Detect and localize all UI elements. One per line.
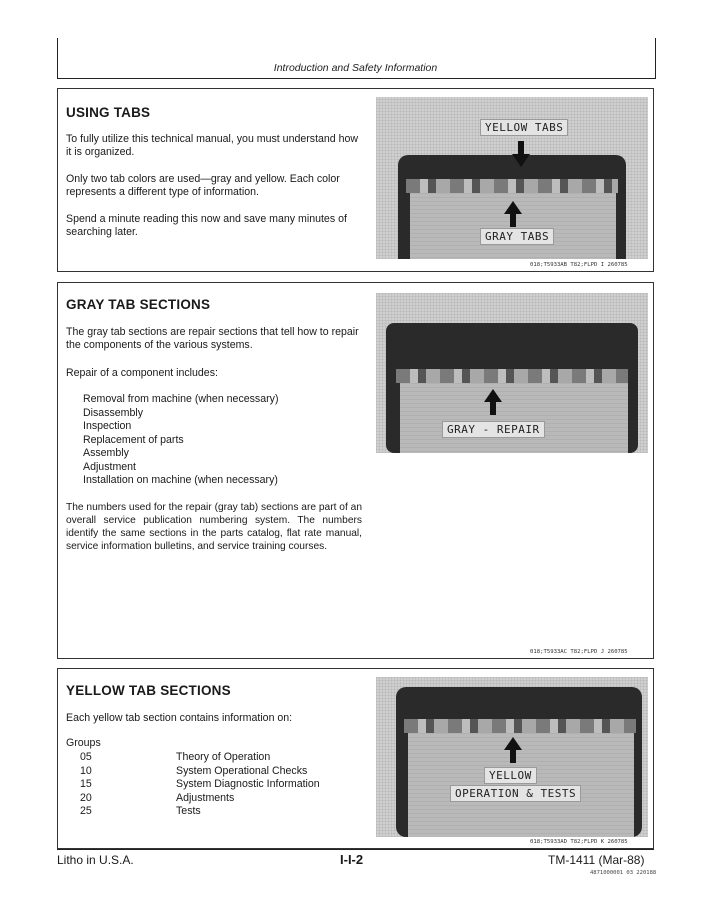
group-row — [80, 765, 320, 779]
footer-code: 4871000001 03 220188 — [590, 870, 657, 876]
group-row — [80, 805, 320, 819]
group-number: 15 — [80, 778, 92, 791]
group-title: Tests — [176, 805, 201, 818]
paragraph: Each yellow tab section contains information on: — [66, 712, 293, 724]
groups-table — [80, 751, 320, 819]
gray-repair-photo — [376, 293, 648, 453]
photo-label-gray-repair: GRAY - REPAIR — [442, 421, 545, 438]
list-item: Disassembly — [83, 406, 144, 419]
list-item: Assembly — [83, 447, 129, 459]
photo-caption: 018;T5933AC T82;FLPD J 260785 — [530, 649, 628, 655]
photo-label-operation-tests: OPERATION & TESTS — [450, 785, 581, 802]
paragraph: To fully utilize this technical manual, you must understand how it is organized. — [66, 133, 359, 158]
arrow-up-icon — [504, 201, 522, 227]
group-number: 25 — [80, 805, 92, 818]
paragraph: Repair of a component includes: — [66, 367, 218, 379]
photo-label-yellow: YELLOW — [484, 767, 537, 784]
group-number: 05 — [80, 751, 92, 763]
photo-caption: 018;T5933AB T82;FLPD I 260785 — [530, 262, 628, 268]
group-row — [80, 751, 320, 765]
photo-label-yellow-tabs: YELLOW TABS — [480, 119, 568, 136]
arrow-up-icon — [504, 737, 522, 763]
group-row — [80, 792, 320, 806]
yellow-operation-photo — [376, 677, 648, 837]
photo-label-gray-tabs: GRAY TABS — [480, 228, 554, 245]
section-heading: USING TABS — [66, 105, 151, 120]
paragraph: Spend a minute reading this now and save many minutes of searching later. — [66, 213, 347, 238]
list-item: Replacement of parts — [83, 433, 184, 446]
group-title: System Diagnostic Information — [176, 778, 320, 791]
arrow-down-icon — [512, 141, 530, 167]
photo-caption: 018;T5933AD T82;FLPD K 260785 — [530, 839, 628, 845]
list-item: Inspection — [83, 420, 132, 432]
repair-steps-list — [83, 393, 278, 488]
paragraph: Only two tab colors are used—gray and yellow. Each color represents a different type of information. — [66, 173, 340, 198]
list-item: Removal from machine (when necessary) — [83, 393, 279, 405]
footer-litho: Litho in U.S.A. — [57, 853, 134, 867]
section-using-tabs — [57, 88, 654, 272]
list-item: Installation on machine (when necessary) — [83, 474, 278, 486]
group-title: Theory of Operation — [176, 751, 271, 763]
page-header-title: Introduction and Safety Information — [273, 62, 438, 74]
arrow-up-icon — [484, 389, 502, 415]
group-number: 10 — [80, 764, 92, 777]
groups-label: Groups — [66, 737, 101, 749]
group-row — [80, 778, 320, 792]
group-number: 20 — [80, 791, 92, 804]
paragraph: The gray tab sections are repair sections that tell how to repair the components of the various systems. — [66, 326, 359, 351]
section-yellow-tab-sections — [57, 668, 654, 849]
list-item: Adjustment — [83, 460, 136, 473]
section-gray-tab-sections — [57, 282, 654, 659]
page-number: I-I-2 — [340, 852, 364, 867]
section-heading: GRAY TAB SECTIONS — [66, 297, 211, 312]
paragraph: The numbers used for the repair (gray tab) sections are part of an overall service publication numbering system. The numbers identify the same sections in the parts catalog, flat rate manual, service information bulletins, and service training courses. — [66, 502, 362, 552]
group-title: System Operational Checks — [176, 764, 308, 777]
section-heading: YELLOW TAB SECTIONS — [66, 683, 231, 698]
group-title: Adjustments — [176, 791, 235, 804]
manual-number: TM-1411 (Mar-88) — [548, 853, 645, 867]
tabs-photo — [376, 97, 648, 259]
footer-rule — [57, 849, 654, 850]
